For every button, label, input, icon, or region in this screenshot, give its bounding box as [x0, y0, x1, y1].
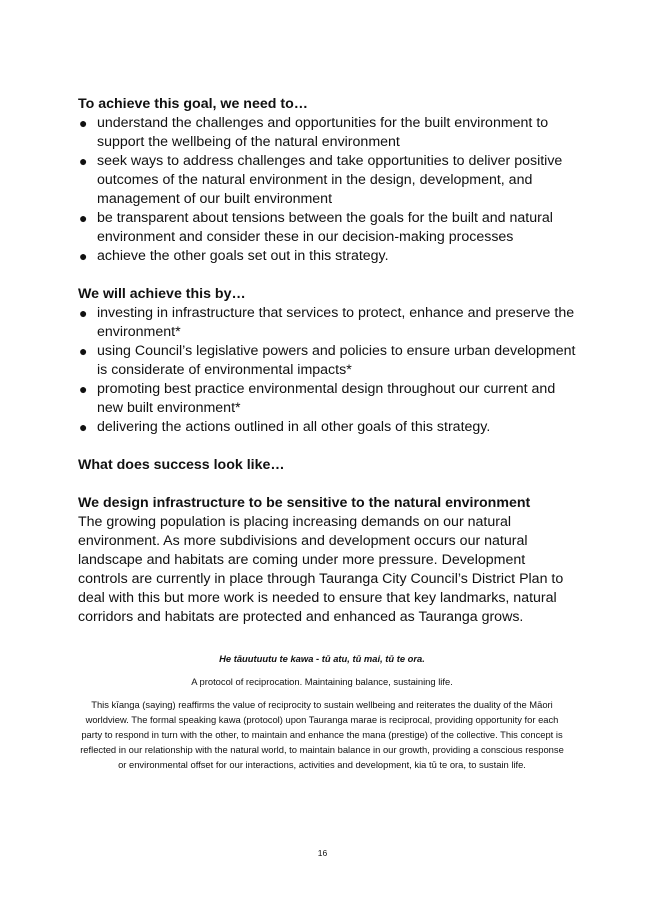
whakatauki-block: [78, 651, 566, 772]
goal-bullet-text: understand the challenges and opportunities for the built environment to support the wellbeing of the natural environment: [97, 115, 549, 150]
achieve-bullet-item: [78, 418, 578, 437]
infrastructure-heading: We design infrastructure to be sensitive to the natural environment: [78, 495, 531, 511]
page-number: 16: [317, 848, 328, 858]
bullet-icon: ●: [79, 343, 88, 359]
achieve-bullet-list: [78, 304, 578, 437]
bullet-icon: ●: [79, 248, 88, 264]
achieve-bullet-text: using Council’s legislative powers and policies to ensure urban development is considerate of environmental impacts*: [97, 343, 576, 378]
success-heading: What does success look like…: [78, 457, 285, 473]
achieve-bullet-item: [78, 380, 578, 418]
achieve-bullet-text: promoting best practice environmental design throughout our current and new built environment*: [97, 381, 556, 416]
whakatauki-explanation: This kīanga (saying) reaffirms the value of reciprocity to sustain wellbeing and reiterates the duality of the Māori worldview. The formal speaking kawa (protocol) upon Tauranga marae is reciprocal, providing opportunity for each party to respond in turn with the other, to maintain and enhance the mana (prestige) of the collective. This concept is reflected in our relationship with the natural world, to maintain balance in our growth, providing a conscious response or environmental offset for our interactions, activities and development, kia tū te ora, to sustain life.: [80, 699, 564, 770]
achieve-bullet-item: [78, 342, 578, 380]
section-spacer: [78, 437, 578, 456]
goal-bullet-item: [78, 152, 578, 209]
infrastructure-paragraph: The growing population is placing increasing demands on our natural environment. As more subdivisions and development occurs our natural landscape and habitats are coming under more pressure. Development controls are currently in place through Tauranga City Council’s District Plan to deal with this but more work is needed to ensure that key landmarks, natural corridors and habitats are protected and enhanced as Tauranga grows.: [78, 514, 564, 625]
goal-bullet-text: be transparent about tensions between the goals for the built and natural environment and consider these in our decision-making processes: [97, 210, 553, 245]
achieve-bullet-item: [78, 304, 578, 342]
bullet-icon: ●: [79, 115, 88, 131]
goal-bullet-list: [78, 114, 578, 266]
goal-bullet-item: [78, 114, 578, 152]
goal-heading: To achieve this goal, we need to…: [78, 96, 308, 112]
bullet-icon: ●: [79, 305, 88, 321]
goal-bullet-item: [78, 247, 578, 266]
bullet-icon: ●: [79, 153, 88, 169]
achieve-bullet-text: delivering the actions outlined in all other goals of this strategy.: [97, 419, 491, 435]
goal-bullet-text: seek ways to address challenges and take opportunities to deliver positive outcomes of the natural environment in the design, development, and management of our built environment: [97, 153, 563, 207]
goal-bullet-item: [78, 209, 578, 247]
goal-bullet-text: achieve the other goals set out in this strategy.: [97, 248, 389, 264]
bullet-icon: ●: [79, 210, 88, 226]
achieve-bullet-text: investing in infrastructure that services to protect, enhance and preserve the environment*: [97, 305, 575, 340]
document-body: [78, 95, 578, 627]
achieve-heading: We will achieve this by…: [78, 286, 246, 302]
bullet-icon: ●: [79, 381, 88, 397]
whakatauki-title: He tāuutuutu te kawa - tū atu, tū mai, tū te ora.: [219, 653, 425, 664]
section-spacer: [78, 475, 578, 494]
section-spacer: [78, 266, 578, 285]
whakatauki-translation: A protocol of reciprocation. Maintaining balance, sustaining life.: [191, 676, 453, 687]
bullet-icon: ●: [79, 419, 88, 435]
